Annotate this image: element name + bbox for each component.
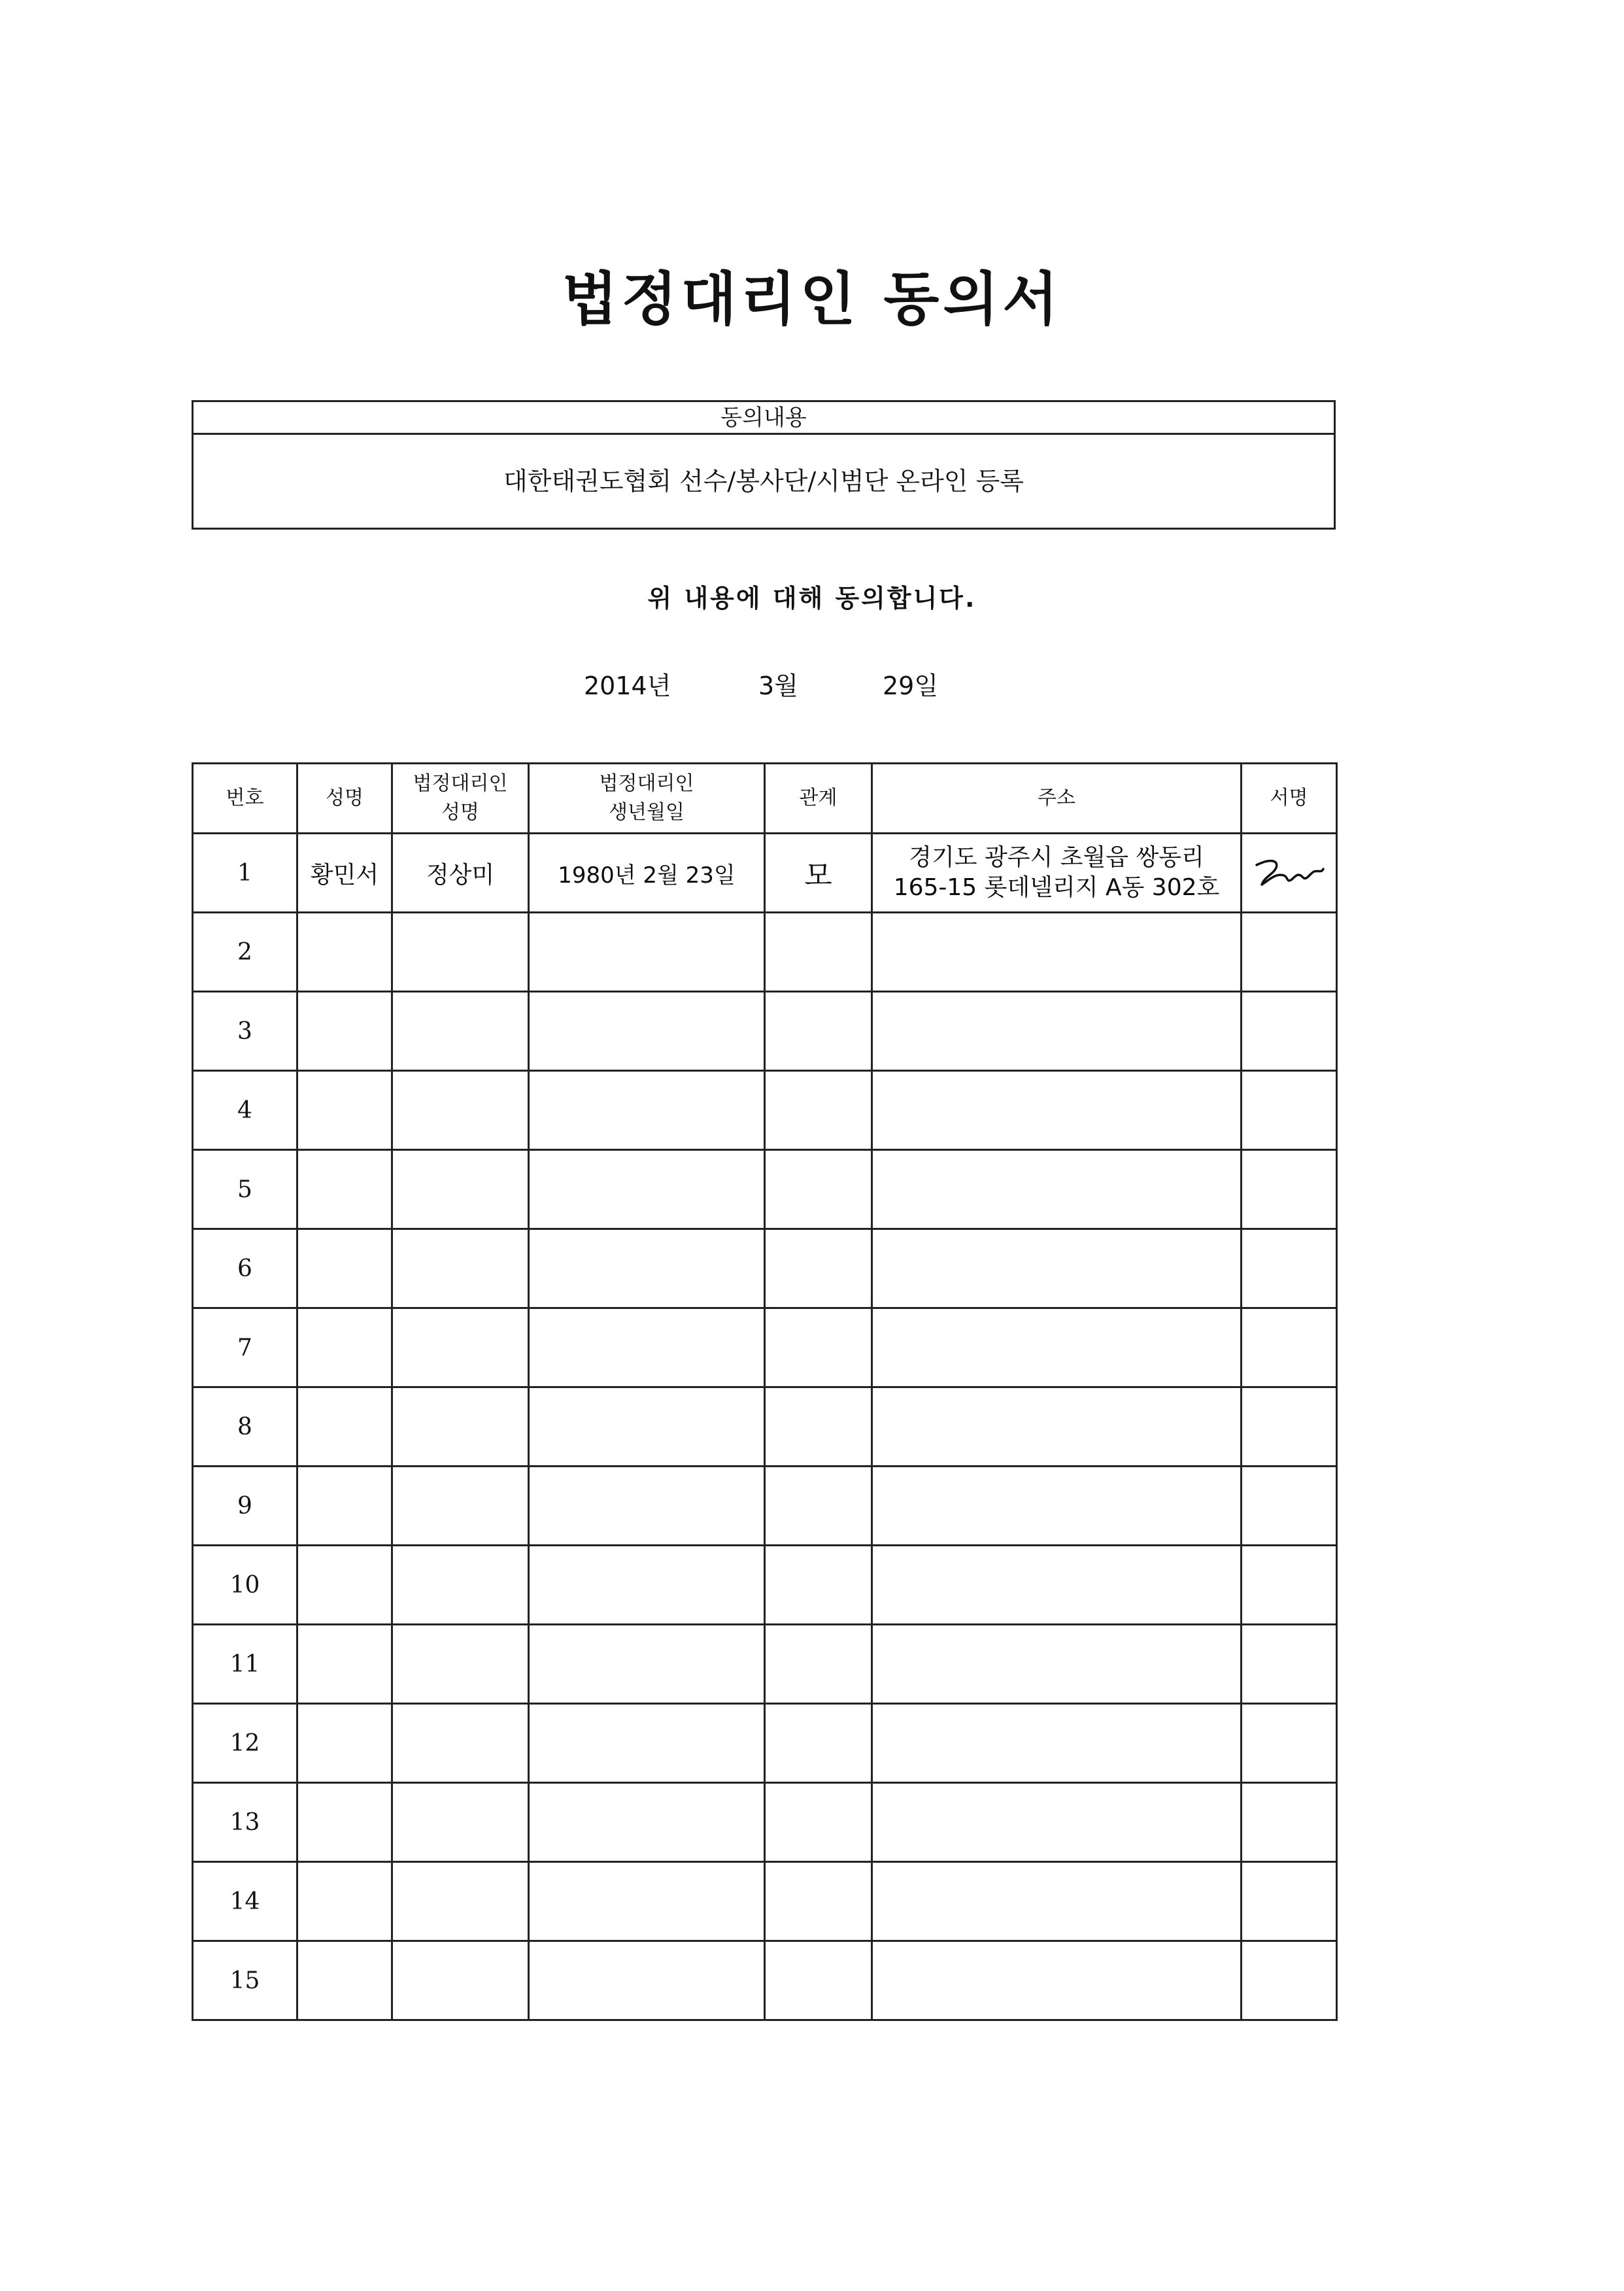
cell-guardian-birth xyxy=(529,1467,765,1546)
cell-no: 10 xyxy=(193,1546,297,1625)
cell-no: 5 xyxy=(193,1150,297,1229)
cell-guardian-name xyxy=(392,1229,529,1308)
cell-address xyxy=(872,1862,1242,1941)
cell-address xyxy=(872,1546,1242,1625)
cell-guardian-name xyxy=(392,1150,529,1229)
cell-name xyxy=(297,1783,392,1862)
cell-guardian-name xyxy=(392,1862,529,1941)
cell-signature xyxy=(1242,992,1337,1071)
cell-address xyxy=(872,992,1242,1071)
cell-signature xyxy=(1242,1546,1337,1625)
cell-guardian-birth xyxy=(529,913,765,992)
cell-no: 7 xyxy=(193,1308,297,1387)
table-row xyxy=(193,992,1337,1071)
cell-address-line1: 경기도 광주시 초월읍 쌍동리 xyxy=(909,844,1204,871)
cell-no: 9 xyxy=(193,1467,297,1546)
table-row xyxy=(193,1783,1337,1862)
cell-no: 4 xyxy=(193,1071,297,1150)
table-row xyxy=(193,1625,1337,1704)
cell-relation xyxy=(765,1862,872,1941)
cell-signature xyxy=(1242,1150,1337,1229)
cell-address xyxy=(872,1783,1242,1862)
cell-relation xyxy=(765,1229,872,1308)
header-relation: 관계 xyxy=(765,764,872,834)
table-row xyxy=(193,834,1337,913)
cell-name xyxy=(297,913,392,992)
cell-guardian-name xyxy=(392,1546,529,1625)
cell-guardian-name xyxy=(392,1941,529,2020)
cell-signature xyxy=(1242,913,1337,992)
cell-relation xyxy=(765,1546,872,1625)
cell-name xyxy=(297,1625,392,1704)
table-row xyxy=(193,1308,1337,1387)
cell-guardian-birth xyxy=(529,1941,765,2020)
table-header-row xyxy=(193,764,1337,834)
cell-guardian-name xyxy=(392,913,529,992)
table-row xyxy=(193,1862,1337,1941)
cell-guardian-birth xyxy=(529,1704,765,1783)
cell-no: 1 xyxy=(193,834,297,913)
header-name: 성명 xyxy=(297,764,392,834)
cell-guardian-name xyxy=(392,1387,529,1467)
header-signature: 서명 xyxy=(1242,764,1337,834)
cell-relation xyxy=(765,1625,872,1704)
cell-relation xyxy=(765,1467,872,1546)
cell-guardian-birth xyxy=(529,1387,765,1467)
header-guardian-name-line2: 성명 xyxy=(441,801,479,824)
cell-relation xyxy=(765,1150,872,1229)
cell-name: 황민서 xyxy=(297,834,392,913)
cell-address xyxy=(872,1308,1242,1387)
cell-no: 13 xyxy=(193,1783,297,1862)
cell-relation xyxy=(765,913,872,992)
cell-name xyxy=(297,1229,392,1308)
table-row xyxy=(193,1387,1337,1467)
table-row xyxy=(193,1941,1337,2020)
table-row xyxy=(193,1546,1337,1625)
header-guardian-birth xyxy=(529,764,765,834)
cell-address xyxy=(872,1229,1242,1308)
cell-guardian-birth xyxy=(529,1546,765,1625)
consent-body: 대한태권도협회 선수/봉사단/시범단 온라인 등록 xyxy=(503,467,1024,496)
cell-signature xyxy=(1242,1625,1337,1704)
cell-address xyxy=(872,1387,1242,1467)
table-row xyxy=(193,1704,1337,1783)
cell-address xyxy=(872,1625,1242,1704)
consent-header: 동의내용 xyxy=(194,402,1334,435)
cell-signature xyxy=(1242,834,1337,913)
cell-signature xyxy=(1242,1387,1337,1467)
cell-no: 8 xyxy=(193,1387,297,1467)
cell-no: 2 xyxy=(193,913,297,992)
cell-guardian-birth xyxy=(529,1071,765,1150)
cell-relation xyxy=(765,1387,872,1467)
cell-signature xyxy=(1242,1071,1337,1150)
cell-guardian-birth: 1980년 2월 23일 xyxy=(529,834,765,913)
cell-guardian-name xyxy=(392,1625,529,1704)
cell-no: 6 xyxy=(193,1229,297,1308)
cell-name xyxy=(297,1150,392,1229)
cell-address xyxy=(872,1941,1242,2020)
cell-guardian-birth xyxy=(529,1625,765,1704)
date-day: 29일 xyxy=(883,671,939,700)
cell-name xyxy=(297,1467,392,1546)
handwritten-signature xyxy=(1250,853,1328,892)
cell-name xyxy=(297,1862,392,1941)
header-guardian-birth-line2: 생년월일 xyxy=(609,801,685,824)
cell-address-line2: 165-15 롯데넬리지 A동 302호 xyxy=(893,874,1220,901)
cell-guardian-name xyxy=(392,1071,529,1150)
table-row xyxy=(193,913,1337,992)
table-row xyxy=(193,1150,1337,1229)
cell-no: 15 xyxy=(193,1941,297,2020)
date-month: 3월 xyxy=(758,671,798,700)
cell-relation xyxy=(765,1783,872,1862)
cell-relation xyxy=(765,1308,872,1387)
cell-guardian-birth xyxy=(529,1862,765,1941)
cell-signature xyxy=(1242,1783,1337,1862)
cell-name xyxy=(297,1071,392,1150)
cell-relation xyxy=(765,1941,872,2020)
cell-guardian-birth xyxy=(529,1783,765,1862)
cell-guardian-name xyxy=(392,1467,529,1546)
cell-signature xyxy=(1242,1229,1337,1308)
cell-relation xyxy=(765,992,872,1071)
cell-guardian-birth xyxy=(529,1150,765,1229)
cell-relation xyxy=(765,1071,872,1150)
table-row xyxy=(193,1229,1337,1308)
cell-guardian-birth xyxy=(529,1229,765,1308)
agreement-statement: 위 내용에 대해 동의합니다. xyxy=(647,584,977,613)
header-guardian-name xyxy=(392,764,529,834)
consent-content-box xyxy=(192,400,1336,530)
cell-name xyxy=(297,1546,392,1625)
date-year: 2014년 xyxy=(584,671,671,700)
header-guardian-birth-line1: 법정대리인 xyxy=(599,772,694,795)
cell-name xyxy=(297,1941,392,2020)
cell-guardian-birth xyxy=(529,1308,765,1387)
cell-name xyxy=(297,1387,392,1467)
cell-no: 14 xyxy=(193,1862,297,1941)
header-no: 번호 xyxy=(193,764,297,834)
cell-no: 3 xyxy=(193,992,297,1071)
cell-signature xyxy=(1242,1941,1337,2020)
header-address: 주소 xyxy=(872,764,1242,834)
cell-address xyxy=(872,913,1242,992)
header-guardian-name-line1: 법정대리인 xyxy=(413,772,508,795)
cell-no: 11 xyxy=(193,1625,297,1704)
cell-guardian-name xyxy=(392,1704,529,1783)
cell-guardian-name xyxy=(392,1783,529,1862)
cell-address xyxy=(872,1150,1242,1229)
cell-name xyxy=(297,992,392,1071)
table-row xyxy=(193,1071,1337,1150)
cell-guardian-name: 정상미 xyxy=(392,834,529,913)
cell-relation xyxy=(765,1704,872,1783)
cell-address xyxy=(872,1467,1242,1546)
cell-address xyxy=(872,834,1242,913)
cell-name xyxy=(297,1308,392,1387)
cell-guardian-name xyxy=(392,992,529,1071)
cell-address xyxy=(872,1071,1242,1150)
cell-signature xyxy=(1242,1467,1337,1546)
cell-relation: 모 xyxy=(765,834,872,913)
cell-guardian-name xyxy=(392,1308,529,1387)
cell-signature xyxy=(1242,1704,1337,1783)
cell-address xyxy=(872,1704,1242,1783)
cell-signature xyxy=(1242,1862,1337,1941)
guardian-roster-table xyxy=(192,762,1338,2021)
cell-guardian-birth xyxy=(529,992,765,1071)
cell-name xyxy=(297,1704,392,1783)
cell-no: 12 xyxy=(193,1704,297,1783)
cell-signature xyxy=(1242,1308,1337,1387)
table-row xyxy=(193,1467,1337,1546)
page-title: 법정대리인 동의서 xyxy=(562,265,1062,333)
